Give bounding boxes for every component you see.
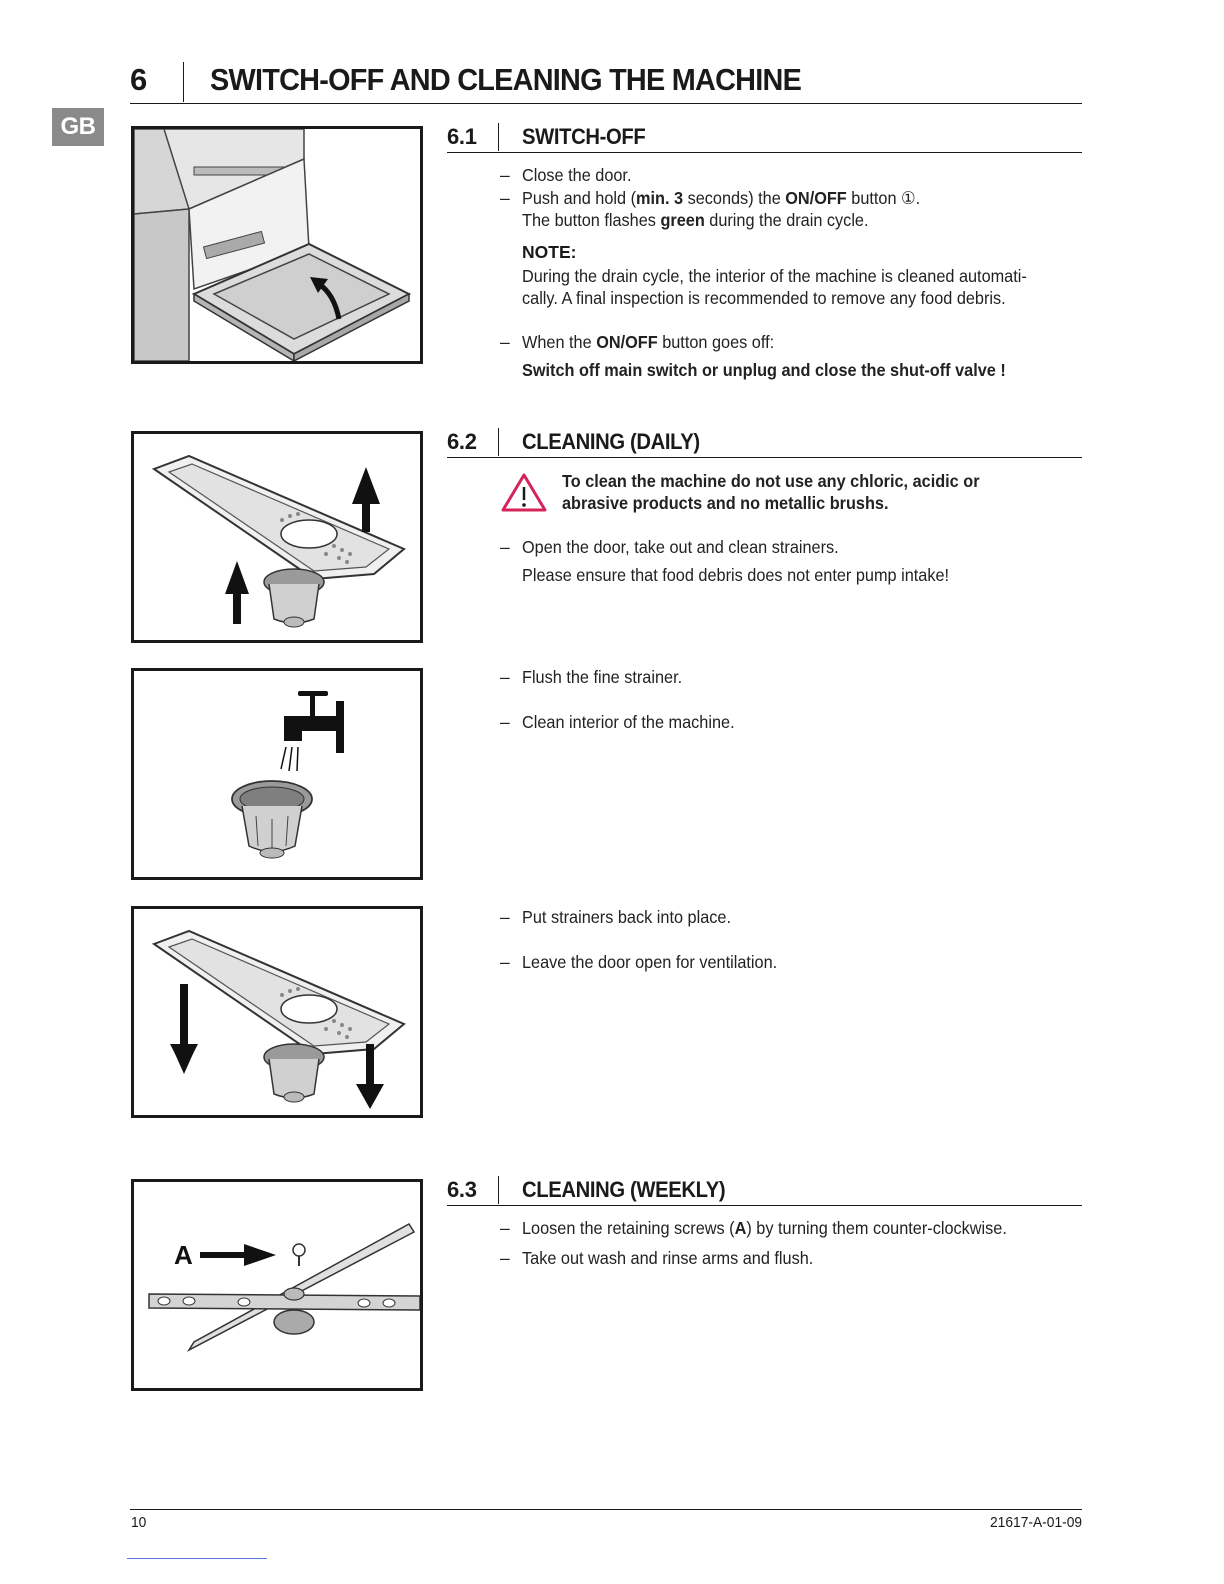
remove-strainers-illustration	[134, 434, 420, 640]
switch-off-button-goes-off: When the ON/OFF button goes off:	[522, 332, 775, 352]
daily-step-clean-interior: Clean interior of the machine.	[522, 712, 735, 732]
bullet-dash: –	[500, 188, 510, 208]
chapter-number: 6	[130, 62, 147, 97]
language-tab: GB	[52, 108, 104, 146]
daily-step-put-back: Put strainers back into place.	[522, 907, 731, 927]
section-6-1-title: SWITCH-OFF	[522, 124, 646, 149]
section-6-1-separator	[498, 123, 499, 151]
section-6-3-title: CLEANING (WEEKLY)	[522, 1177, 726, 1202]
switch-off-step-close-door: Close the door.	[522, 165, 632, 185]
section-6-2-number: 6.2	[447, 429, 477, 454]
note-heading: NOTE:	[522, 242, 577, 262]
dishwasher-door-illustration	[134, 129, 420, 361]
bullet-dash: –	[500, 537, 510, 557]
bullet-dash: –	[500, 907, 510, 927]
chapter-title: SWITCH-OFF AND CLEANING THE MACHINE	[210, 62, 802, 97]
daily-step-food-debris: Please ensure that food debris does not enter pump intake!	[522, 565, 950, 585]
section-6-3-rule	[447, 1205, 1082, 1206]
daily-step-flush-strainer: Flush the fine strainer.	[522, 667, 683, 687]
figure-flush-strainer	[131, 668, 423, 880]
bullet-dash: –	[500, 952, 510, 972]
bullet-dash: –	[500, 1218, 510, 1238]
warning-text-line-1: To clean the machine do not use any chloric, acidic or	[562, 471, 980, 491]
page-number: 10	[131, 1514, 147, 1531]
section-6-2-rule	[447, 457, 1082, 458]
figure-label-a: A	[174, 1240, 193, 1270]
section-6-1-rule	[447, 152, 1082, 153]
figure-remove-strainers	[131, 431, 423, 643]
note-text-line-1: During the drain cycle, the interior of the machine is cleaned automati-	[522, 266, 1027, 286]
section-6-2-title: CLEANING (DAILY)	[522, 429, 700, 454]
replace-strainers-illustration	[134, 909, 420, 1115]
section-6-1-number: 6.1	[447, 124, 477, 149]
warning-triangle-icon	[500, 472, 548, 512]
chapter-rule	[130, 103, 1082, 104]
bullet-dash: –	[500, 712, 510, 732]
figure-dishwasher-door	[131, 126, 423, 364]
section-6-2-separator	[498, 428, 499, 456]
daily-step-leave-open: Leave the door open for ventilation.	[522, 952, 778, 972]
wash-arms-illustration	[134, 1182, 420, 1388]
switch-off-final-instruction: Switch off main switch or unplug and close the shut-off valve !	[522, 360, 1006, 380]
bullet-dash: –	[500, 667, 510, 687]
weekly-step-flush-arms: Take out wash and rinse arms and flush.	[522, 1248, 814, 1268]
figure-wash-arms	[131, 1179, 423, 1391]
document-code: 21617-A-01-09	[989, 1514, 1082, 1531]
daily-step-open-door: Open the door, take out and clean strainers.	[522, 537, 839, 557]
section-6-3-number: 6.3	[447, 1177, 477, 1202]
bullet-dash: –	[500, 332, 510, 352]
warning-text-line-2: abrasive products and no metallic brushs.	[562, 493, 889, 513]
note-text-line-2: cally. A final inspection is recommended to remove any food debris.	[522, 288, 1006, 308]
switch-off-flash-green: The button flashes green during the drain cycle.	[522, 210, 869, 230]
footer-link-underline	[127, 1558, 267, 1559]
weekly-step-loosen-screws: Loosen the retaining screws (A) by turning them counter-clockwise.	[522, 1218, 1007, 1238]
figure-replace-strainers	[131, 906, 423, 1118]
bullet-dash: –	[500, 1248, 510, 1268]
switch-off-step-push-hold: Push and hold (min. 3 seconds) the ON/OFF button ①.	[522, 188, 921, 208]
chapter-separator	[183, 62, 184, 102]
footer-rule	[130, 1509, 1082, 1510]
section-6-3-separator	[498, 1176, 499, 1204]
bullet-dash: –	[500, 165, 510, 185]
flush-strainer-illustration	[134, 671, 420, 877]
